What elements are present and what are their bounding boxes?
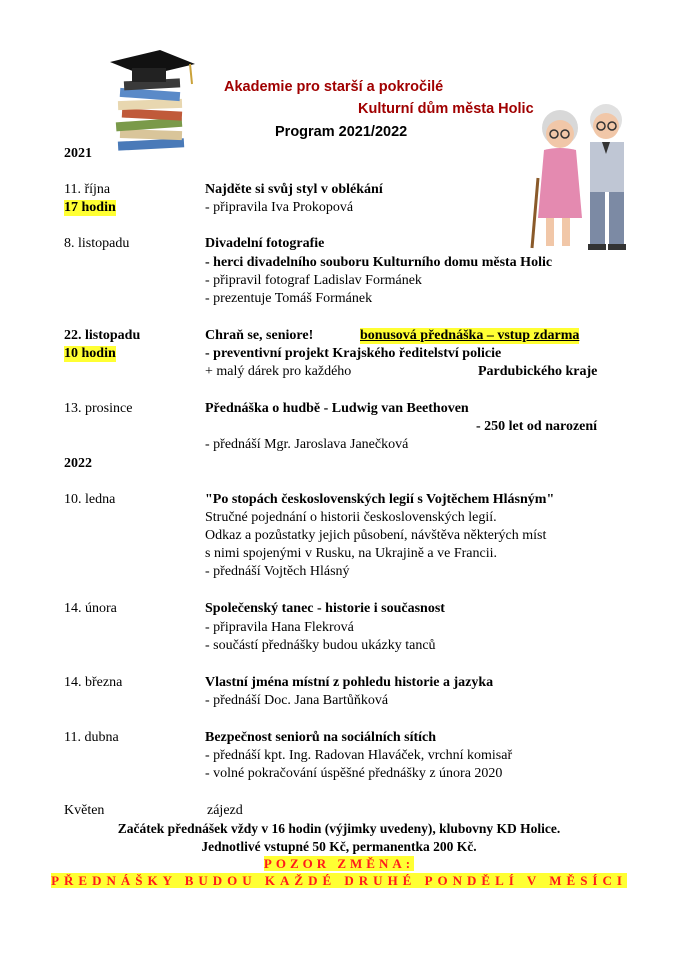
event-line: - součástí přednášky budou ukázky tanců [205,638,436,653]
year-2021: 2021 [64,146,92,161]
event-line: - preventivní projekt Krajského ředitelství policie [205,346,502,361]
footer-price-info: Jednotlivé vstupné 50 Kč, permanentka 200 Kč. [201,839,477,854]
event-date: Květen [64,803,105,818]
event-title: zájezd [207,803,243,818]
event-date: 10. ledna [64,492,116,507]
books-graduation-cap-illustration [100,40,200,160]
event-date: 14. března [64,675,123,690]
event-title: "Po stopách československých legií s Vojtěchem Hlásným" [205,492,555,507]
event-title: Chraň se, seniore! [205,328,314,343]
event-time: 10 hodin [64,346,116,361]
event-line: - 250 let od narození [476,419,598,434]
year-2022: 2022 [64,456,92,471]
event-title: Divadelní fotografie [205,236,325,251]
event-line: - herci divadelního souboru Kulturního domu města Holic [205,255,553,270]
event-line: + malý dárek pro každého [205,364,352,379]
event-line: - připravila Hana Flekrová [205,620,354,635]
event-date: 11. dubna [64,730,119,745]
event-line: - připravila Iva Prokopová [205,200,354,215]
event-line: Odkaz a pozůstatky jejich působení, návštěva některých míst [205,528,547,543]
event-line: - přednáší kpt. Ing. Radovan Hlaváček, vrchní komisař [205,748,513,763]
program-title: Program 2021/2022 [275,124,408,140]
event-line: - prezentuje Tomáš Formánek [205,291,373,306]
event-line: Pardubického kraje [478,364,598,379]
event-title: Přednáška o hudbě - Ludwig van Beethoven [205,401,469,416]
footer-change-notice: POZOR ZMĚNA: [263,856,415,871]
event-date: 14. února [64,601,117,616]
event-title: Najděte si svůj styl v oblékání [205,182,383,197]
footer-start-info: Začátek přednášek vždy v 16 hodin (výjimky uvedeny), klubovny KD Holice. [117,821,561,836]
event-line: - připravil fotograf Ladislav Formánek [205,273,422,288]
bonus-badge: bonusová přednáška – vstup zdarma [360,328,580,343]
elderly-couple-illustration [530,98,638,256]
event-line: - volné pokračování úspěšné přednášky z února 2020 [205,766,503,781]
event-line: Stručné pojednání o historii československých legií. [205,510,497,525]
event-time: 17 hodin [64,200,116,215]
event-date: 13. prosince [64,401,133,416]
event-line: - přednáší Vojtěch Hlásný [205,564,350,579]
event-date: 8. listopadu [64,236,130,251]
footer-schedule-notice: PŘEDNÁŠKY BUDOU KAŽDÉ DRUHÉ PONDĚLÍ V MĚSÍCI [51,873,627,888]
event-line: - přednáší Doc. Jana Bartůňková [205,693,389,708]
title-culture-house: Kulturní dům města Holic [358,101,534,117]
title-academy: Akademie pro starší a pokročilé [224,79,444,95]
event-title: Společenský tanec - historie i současnost [205,601,445,616]
event-date: 22. listopadu [64,328,141,343]
event-line: s nimi spojenými v Rusku, na Ukrajině a ve Francii. [205,546,498,561]
event-line: - přednáší Mgr. Jaroslava Janečková [205,437,409,452]
event-date: 11. října [64,182,111,197]
event-title: Bezpečnost seniorů na sociálních sítích [205,730,437,745]
event-title: Vlastní jména místní z pohledu historie a jazyka [205,675,494,690]
